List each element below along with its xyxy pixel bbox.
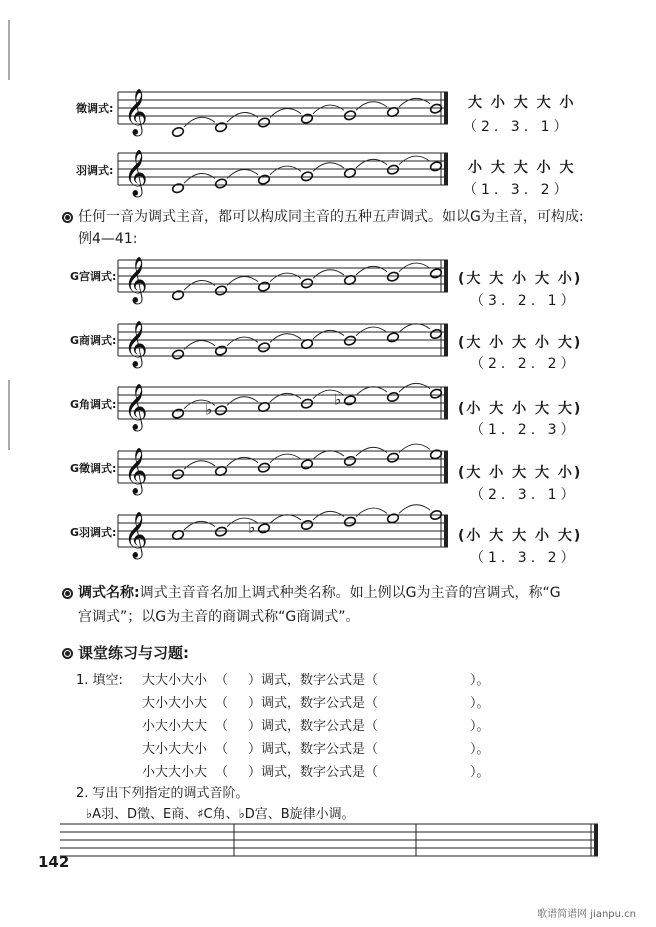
q1-mid: ）调式，数字公式是（ xyxy=(248,696,379,711)
q1-open-paren: （ xyxy=(215,673,229,688)
number-formula: （1. 3. 2） xyxy=(463,182,572,198)
whole-note xyxy=(300,519,313,530)
q1-mid: ）调式，数字公式是（ xyxy=(248,719,379,734)
whole-note xyxy=(171,126,184,137)
staff-lines xyxy=(60,824,598,856)
staff-g-yu xyxy=(118,505,451,561)
treble-clef-icon: 𝄞 xyxy=(124,448,148,494)
q1-pattern: 大小大小大 xyxy=(142,696,208,711)
whole-note xyxy=(343,335,356,346)
slur xyxy=(270,515,301,524)
whole-note xyxy=(386,271,399,282)
bullet-icon xyxy=(62,588,73,599)
whole-note xyxy=(214,285,227,296)
q1-open-paren: （ xyxy=(215,742,229,757)
treble-clef-icon: 𝄞 xyxy=(124,150,148,196)
slur xyxy=(356,327,387,336)
slur xyxy=(399,263,430,272)
mode-name-line-2: 宫调式”；以G为主音的商调式称“G商调式”。 xyxy=(78,609,360,625)
slur xyxy=(270,334,301,343)
q1-end: ）。 xyxy=(470,719,490,734)
staff-lines xyxy=(118,387,448,419)
q1-end: ）。 xyxy=(470,696,490,711)
whole-note xyxy=(171,183,184,194)
q1-end: ）。 xyxy=(470,765,490,780)
slur xyxy=(184,117,215,127)
treble-clef-icon: 𝄞 xyxy=(124,89,148,135)
whole-note xyxy=(171,469,184,480)
treble-clef-icon: 𝄞 xyxy=(124,384,148,430)
staff-lines xyxy=(118,515,448,547)
whole-note xyxy=(343,516,356,527)
slur xyxy=(227,112,258,122)
whole-note xyxy=(300,459,313,470)
slur xyxy=(356,387,387,396)
step-pattern: (大 小 大 大 小) xyxy=(458,465,583,481)
whole-note xyxy=(214,526,227,537)
staff-g-shang xyxy=(118,314,451,370)
slur xyxy=(270,273,301,282)
slur xyxy=(227,397,258,406)
mode-label: G角调式: xyxy=(70,398,117,411)
slur xyxy=(399,383,430,392)
q2-label: 2. 写出下列指定的调式音阶。 xyxy=(76,786,249,801)
q1-end: ）。 xyxy=(470,742,490,757)
q2-items: ♭A羽、D徵、E商、♯C角、♭D宫、B旋律小调。 xyxy=(86,807,355,822)
number-formula: （1. 3. 2） xyxy=(470,550,579,566)
staff-g-gong xyxy=(118,250,451,306)
page-number: 142 xyxy=(38,853,70,871)
intro-line-1: 任何一音为调式主音，都可以构成同主音的五种五声调式。如以G为主音，可构成: xyxy=(78,209,584,225)
whole-note xyxy=(214,122,227,133)
left-margin-bar xyxy=(8,20,10,80)
whole-note xyxy=(300,113,313,124)
whole-note xyxy=(257,342,270,353)
intro-line-2: 例4—41: xyxy=(78,231,138,247)
q1-open-paren: （ xyxy=(215,719,229,734)
staff-lines xyxy=(118,324,448,356)
mode-label: G商调式: xyxy=(70,334,117,347)
whole-note xyxy=(300,171,313,182)
q1-end: ）。 xyxy=(470,673,490,688)
whole-note xyxy=(214,345,227,356)
number-formula: （2. 2. 2） xyxy=(470,356,579,372)
whole-note xyxy=(171,349,184,360)
watermark: 歌谱简谱网 jianpu.cn xyxy=(537,909,636,920)
treble-clef-icon: 𝄞 xyxy=(124,512,148,558)
whole-note xyxy=(386,164,399,175)
staff-g-jue xyxy=(118,377,451,433)
whole-note xyxy=(257,281,270,292)
mode-label: 徵调式: xyxy=(76,102,114,115)
treble-clef-icon: 𝄞 xyxy=(124,257,148,303)
staff-g-zhi xyxy=(118,441,451,497)
slur xyxy=(313,511,344,520)
whole-note xyxy=(171,408,184,419)
blank-answer-staff xyxy=(60,818,605,862)
number-formula: （2. 3. 1） xyxy=(470,487,579,503)
number-formula: （1. 2. 3） xyxy=(470,422,579,438)
whole-note xyxy=(386,332,399,343)
whole-note xyxy=(300,278,313,289)
slur xyxy=(227,337,258,346)
q1-label: 1. 填空: xyxy=(76,673,123,688)
whole-note xyxy=(257,462,270,473)
number-formula: （2. 3. 1） xyxy=(463,119,572,135)
q1-mid: ）调式，数字公式是（ xyxy=(248,765,379,780)
treble-clef-icon: 𝄞 xyxy=(124,321,148,367)
slur xyxy=(184,173,215,183)
whole-note xyxy=(257,523,270,534)
slur xyxy=(399,505,430,514)
flat-icon: ♭ xyxy=(205,400,213,419)
whole-note xyxy=(386,452,399,463)
q1-pattern: 大大小大小 xyxy=(142,673,208,688)
flat-icon: ♭ xyxy=(248,518,256,537)
step-pattern: (小 大 大 小 大) xyxy=(458,528,583,544)
whole-note xyxy=(214,405,227,416)
whole-note xyxy=(171,290,184,301)
mode-name-line-1 xyxy=(78,582,561,602)
q1-mid: ）调式，数字公式是（ xyxy=(248,673,379,688)
mode-label: G徵调式: xyxy=(70,462,117,475)
q1-open-paren: （ xyxy=(215,765,229,780)
slur xyxy=(399,324,430,333)
slur xyxy=(313,163,344,172)
whole-note xyxy=(386,391,399,402)
q1-pattern: 小大大小大 xyxy=(142,765,208,780)
mode-label: G宫调式: xyxy=(70,270,117,283)
flat-icon: ♭ xyxy=(334,390,342,409)
mode-name-text: 调式主音音名加上调式种类名称。如上例以G为主音的宫调式，称“G xyxy=(139,585,561,601)
slur xyxy=(270,454,301,463)
step-pattern: (大 大 小 大 小) xyxy=(458,271,583,287)
mode-label: 羽调式: xyxy=(76,164,114,177)
slur xyxy=(356,102,387,111)
staff-lines xyxy=(118,92,448,124)
mode-label: G羽调式: xyxy=(70,526,117,539)
step-pattern: (小 大 小 大 大) xyxy=(458,401,583,417)
bullet-icon xyxy=(62,212,73,223)
whole-note xyxy=(300,398,313,409)
number-formula: （3. 2. 1） xyxy=(470,293,579,309)
whole-note xyxy=(343,395,356,406)
whole-note xyxy=(343,455,356,466)
q1-mid: ）调式，数字公式是（ xyxy=(248,742,379,757)
q1-pattern: 小大小大大 xyxy=(142,719,208,734)
whole-note xyxy=(257,117,270,128)
left-margin-bar xyxy=(8,380,10,450)
slur xyxy=(356,447,387,456)
mode-name-label: 调式名称: xyxy=(78,585,140,601)
step-pattern: 大 小 大 大 小 xyxy=(468,95,576,111)
slur xyxy=(313,105,344,114)
slur xyxy=(313,270,344,279)
whole-note xyxy=(214,178,227,189)
bullet-icon xyxy=(62,648,73,659)
slur xyxy=(184,461,215,470)
step-pattern: 小 大 大 小 大 xyxy=(468,160,576,176)
q1-pattern: 大小大大小 xyxy=(142,742,208,757)
staff-zhi xyxy=(118,82,451,138)
slur xyxy=(184,280,215,290)
q1-open-paren: （ xyxy=(215,696,229,711)
slur xyxy=(313,451,344,460)
slur xyxy=(399,156,430,165)
whole-note xyxy=(257,174,270,185)
whole-note xyxy=(386,513,399,524)
slur xyxy=(270,166,301,175)
whole-note xyxy=(343,110,356,121)
step-pattern: (大 小 大 小 大) xyxy=(458,335,583,351)
exercise-title: 课堂练习与习题: xyxy=(78,644,189,662)
staff-yu xyxy=(118,143,451,199)
